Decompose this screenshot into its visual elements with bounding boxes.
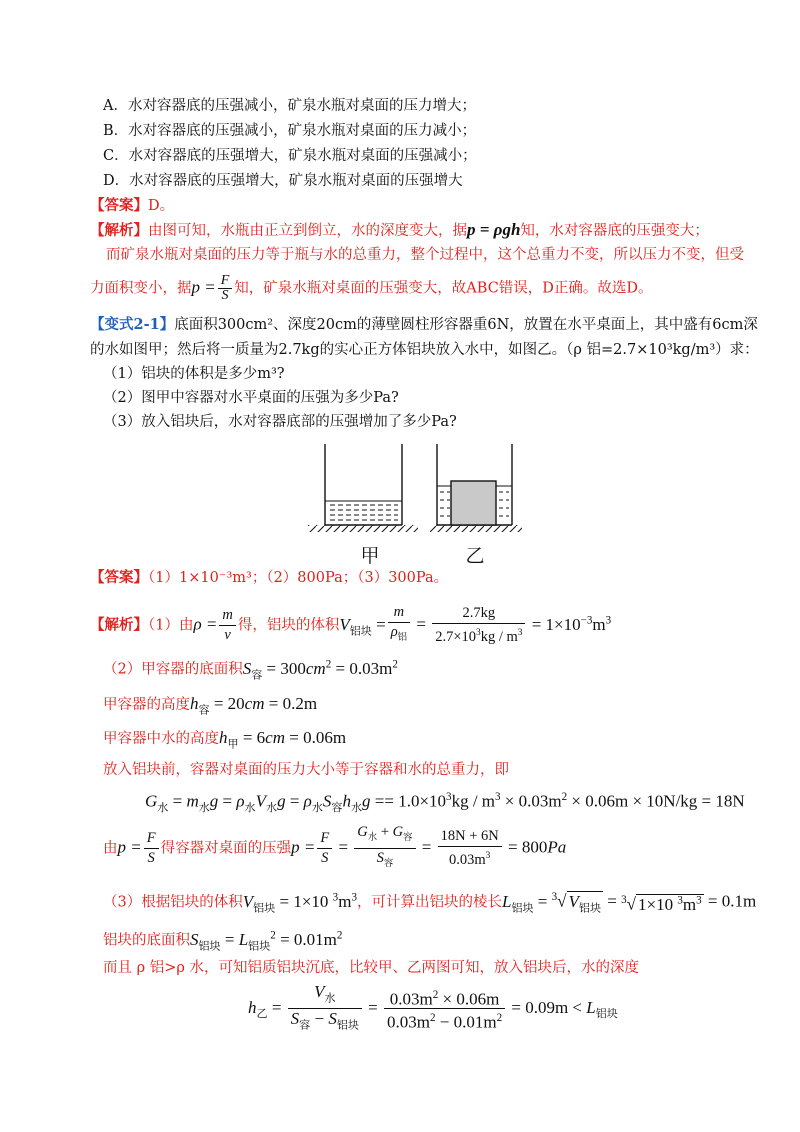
problem-line-2: 的水如图甲；然后将一质量为2.7kg的实心正方体铝块放入水中，如图乙。（ρ 铝=2.7×10³kg/m³）求： [90, 342, 759, 358]
formula-p-rho-g-h: p = ρgh [467, 220, 521, 239]
formula-pressure-gravity: $\frac{G_水 + G_容}{S_容}$ [354, 823, 415, 874]
solution-line-4 [103, 726, 346, 756]
analysis-line-1 [90, 220, 709, 241]
formula-f-over-s: $\frac{F}{S}$ [218, 274, 233, 303]
formula-block-area: $S_{铝块} = L_{铝块}^2 = 0.01m^2$ [190, 929, 343, 953]
solution-line-9: 而且 ρ 铝>ρ 水，可知铝质铝块沉底，比较甲、乙两图可知，放入铝块后，水的深度 [103, 960, 640, 976]
answer-1 [90, 196, 174, 216]
formula-pressure-calc: $\frac{18N + 6N}{0.03m^3}$ [438, 827, 502, 870]
problem-tag: 【变式2-1】 [90, 316, 175, 333]
table-a [308, 525, 418, 532]
solution-line-2 [103, 652, 398, 687]
container-figure [300, 438, 540, 588]
container-b [430, 444, 522, 532]
formula-f-over-s-2: $\frac{F}{S}$ [144, 829, 159, 868]
solution-text-6a: 由 [103, 840, 118, 857]
answer-2-tag: 【答案】 [90, 569, 148, 586]
answer-2-text: （1）1×10⁻³m³；（2）800Pa；（3）300Pa。 [148, 570, 449, 586]
container-a [308, 444, 418, 532]
solution-line-5: 放入铝块前，容器对桌面的压力大小等于容器和水的总重力，即 [103, 762, 509, 778]
analysis-text-3b: 知，矿泉水瓶对桌面的压强变大，故ABC错误，D正确。故选D。 [234, 280, 653, 297]
answer-tag: 【答案】 [90, 197, 148, 214]
option-a: A．水对容器底的压强减小，矿泉水瓶对桌面的压力增大； [103, 98, 476, 114]
option-d: D．水对容器底的压强增大，矿泉水瓶对桌面的压强增大 [103, 173, 463, 189]
answer-text: D。 [148, 198, 175, 214]
formula-m-over-rho: $\frac{m}{\rho_铝}$ [388, 603, 410, 648]
solution-line-1: 【解析】（1）由ρ = $\frac{m}{v}$ 得，铝块的体积$V_{铝块}$ = $\frac{m}{\rho_铝}$ = $\frac{2.7kg}{2.7\times 10^3kg / m^3}$ = $1\times 10^{-3}m^3$ [90, 598, 611, 653]
solution-text-4: 甲容器中水的高度 [103, 731, 219, 747]
formula-cube-root-2: $^3$√ 1×10 $^3m^3$ [621, 894, 702, 914]
formula-p: p = [191, 277, 216, 297]
analysis-line-2: 而矿泉水瓶对桌面的压力等于瓶与水的总重力，整个过程中，这个总重力不变，所以压力不变，但受 [106, 247, 744, 263]
formula-rho: ρ = [193, 614, 218, 634]
solution-line-3 [103, 692, 317, 722]
formula-water-gravity: $G_水 = m_水g = \rho_水V_水g = \rho_水S_容h_水g == 1.0\times 10^3kg / m^3 \times 0.03m^2 \times 0.06m \times 10N/kg = 18N$ [145, 791, 745, 815]
analysis-tag: 【解析】 [90, 222, 148, 239]
problem-line-1 [90, 315, 758, 335]
solution-line-7: （3）根据铝块的体积$V_{铝块} = 1\times 10$ $^3m^3$，可计算出铝块的棱长$L_{铝块} = ^3√$ $V_{铝块} = ^3√$ 1×10 $^3m^3 = 0.1m$ [103, 884, 756, 921]
label-yi: 乙 [465, 545, 485, 567]
analysis-text-3a: 力面积变小，据 [90, 280, 192, 297]
solution-text-3: 甲容器的高度 [103, 697, 190, 713]
answer-2 [90, 568, 448, 588]
formula-cube-root-1: $^3$√ $V_{铝块}$ [551, 891, 602, 915]
solution-text-7a: （3）根据铝块的体积 [103, 894, 243, 911]
solution-text-2: （2）甲容器的底面积 [103, 661, 243, 678]
solution-text-1b: 得，铝块的体积 [237, 617, 340, 634]
formula-depth-calc: $\frac{0.03m^2 \times 0.06m}{0.03m^2 - 0.01m^2}$ [384, 986, 505, 1032]
problem-text-1: 底面积300cm²、深度20cm的薄壁圆柱形容器重6N，放置在水平桌面上，其中盛有6cm深 [174, 317, 758, 333]
option-b: B．水对容器底的压强减小，矿泉水瓶对桌面的压力减小； [103, 123, 477, 139]
solution-line-6: 由p = $\frac{F}{S}$ 得容器对桌面的压强p = $\frac{F}{S}$ = $\frac{G_水 + G_容}{S_容}$ = $\frac{18N + 6N}{0.03m^3}$ = 800Pa [103, 823, 566, 874]
formula-volume-calc: $\frac{2.7kg}{2.7\times 10^3kg / m^3}$ [432, 604, 525, 647]
question-3: （3）放入铝块后，水对容器底部的压强增加了多少Pa? [103, 414, 457, 430]
formula-depth-symbolic: $\frac{V_水}{S_容 - S_{铝块}}$ [288, 982, 362, 1036]
formula-volume: $V_{铝块}$ = [339, 614, 386, 638]
solution-text-6b: 得容器对桌面的压强 [160, 840, 292, 857]
formula-new-depth: $h_乙$ = $\frac{V_水}{S_容 - S_{铝块}}$ = $\frac{0.03m^2 \times 0.06m}{0.03m^2 - 0.01m^2}$ = $0.09m < L_{铝块}$ [248, 982, 618, 1037]
solution-text-7b: ，可计算出铝块的棱长 [356, 894, 502, 911]
formula-water-height: $h_甲 = 6cm = 0.06m$ [219, 728, 347, 751]
analysis-line-3 [90, 274, 653, 303]
solution-text-1a: （1）由 [148, 617, 194, 634]
aluminum-block [451, 481, 496, 525]
analysis-text-1a: 由图可知，水瓶由正立到倒立，水的深度变大，据 [148, 223, 467, 239]
formula-height: $h_容 = 20cm = 0.2m$ [190, 694, 318, 717]
question-1: （1）铝块的体积是多少m³? [103, 366, 285, 382]
option-c: C．水对容器底的压强增大，矿泉水瓶对桌面的压强减小； [103, 148, 477, 164]
table-b [430, 525, 522, 532]
analysis-text-1b: 知，水对容器底的压强变大； [520, 223, 709, 239]
formula-m-over-v: $\frac{m}{v}$ [219, 606, 235, 645]
label-jia: 甲 [360, 545, 380, 567]
question-2: （2）图甲中容器对水平桌面的压强为多少Pa? [103, 390, 399, 406]
water-a [325, 501, 402, 520]
formula-area: $S_容 = 300cm^2 = 0.03m^2$ [242, 658, 398, 682]
solution-text-8: 铝块的底面积 [103, 932, 190, 949]
solution-tag: 【解析】 [90, 616, 148, 634]
solution-line-8 [103, 922, 342, 959]
